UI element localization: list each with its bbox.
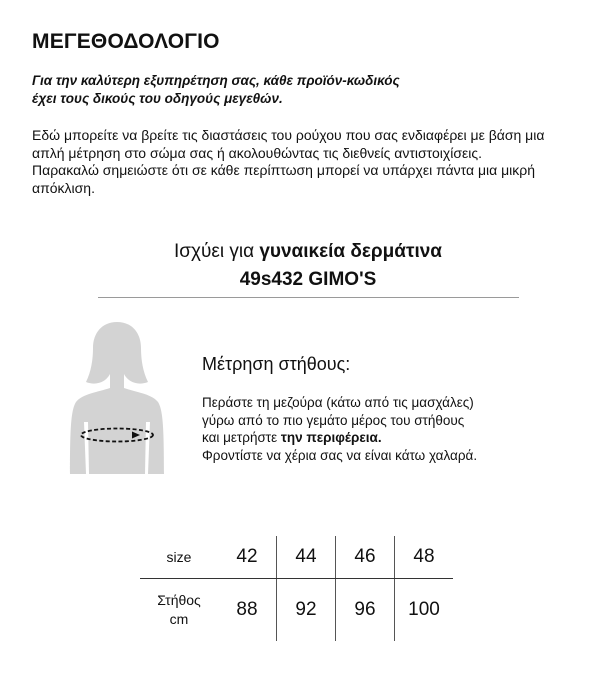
- instruction-line-3-text: και μετρήστε: [202, 430, 281, 445]
- chest-value: 100: [408, 599, 440, 620]
- applies-product: γυναικεία δερμάτινα: [259, 241, 442, 262]
- size-label: size: [140, 536, 218, 579]
- product-code: 49s432 GIMO'S: [239, 269, 377, 290]
- section-divider: [98, 297, 519, 298]
- measurement-instructions: [202, 394, 562, 464]
- description: [32, 127, 577, 197]
- intro-note: [32, 72, 572, 108]
- applies-to-line: [98, 238, 518, 266]
- page-title: ΜΕΓΕΘΟΔΟΛΟΓΙΟ: [32, 30, 220, 53]
- chest-value: 96: [336, 579, 395, 642]
- chest-label-unit: cm: [169, 611, 189, 627]
- applies-to-heading: [98, 238, 518, 294]
- measurement-title: Μέτρηση στήθους:: [202, 354, 351, 374]
- chest-row: [140, 579, 453, 642]
- instruction-line-3: [202, 429, 562, 447]
- instruction-line-3-bold: την περιφέρεια.: [280, 430, 382, 445]
- instruction-line-1: Περάστε τη μεζούρα (κάτω από τις μασχάλες): [202, 395, 474, 410]
- description-paragraph-1: Εδώ μπορείτε να βρείτε τις διαστάσεις του ρούχου που σας ενδιαφέρει με βάση μια απλή μέτρηση στο σώμα σας ή ακολουθώντας τις διεθνείς αντιστοιχίσεις.: [32, 127, 545, 161]
- applies-prefix: Ισχύει για: [174, 241, 260, 262]
- description-paragraph-2: Παρακαλώ σημειώστε ότι σε κάθε περίπτωση μπορεί να υπάρχει πάντα μια μικρή απόκλιση.: [32, 162, 536, 196]
- size-row: [140, 536, 453, 579]
- size-value: 42: [218, 536, 277, 579]
- size-value: 44: [277, 536, 336, 579]
- intro-note-line-2: έχει τους δικούς του οδηγούς μεγεθών.: [32, 91, 283, 106]
- chest-value: 88: [218, 579, 277, 642]
- chest-label: [140, 579, 218, 642]
- size-value: 48: [395, 536, 454, 579]
- female-torso-icon: [62, 318, 172, 474]
- size-value: 46: [336, 536, 395, 579]
- chest-value: 92: [277, 579, 336, 642]
- instruction-line-2: γύρω από το πιο γεμάτο μέρος του στήθους: [202, 412, 465, 428]
- instruction-line-4: Φροντίστε να χέρια σας να είναι κάτω χαλαρά.: [202, 447, 478, 463]
- chest-label-line-1: Στήθος: [157, 592, 201, 608]
- intro-note-line-1: Για την καλύτερη εξυπηρέτηση σας, κάθε προϊόν-κωδικός: [32, 73, 400, 88]
- size-table: [140, 536, 453, 641]
